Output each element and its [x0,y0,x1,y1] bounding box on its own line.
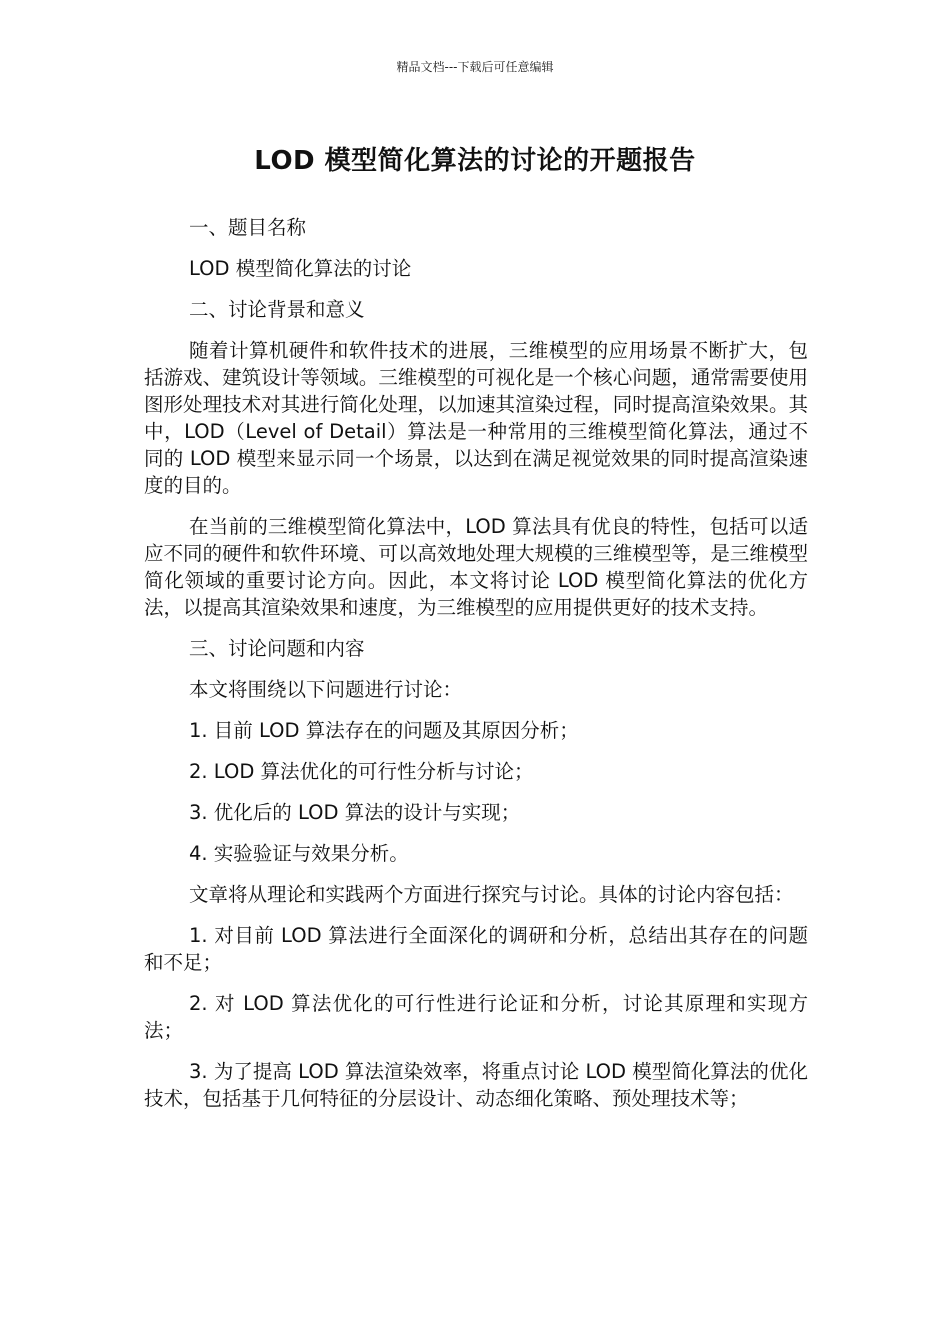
section-heading-topic: 一、题目名称 [189,216,307,239]
content-item: 2. 对 LOD 算法优化的可行性进行论证和分析，讨论其原理和实现方法； [144,992,808,1042]
background-paragraph-2: 在当前的三维模型简化算法中，LOD 算法具有优良的特性，包括可以适应不同的硬件和软件环境、可以高效地处理大规模的三维模型等，是三维模型简化领域的重要讨论方向。因此，本文将讨论 LOD 模型简化算法的优化方法，以提高其渲染效果和速度，为三维模型的应用提供更好的技术支持。 [144,515,808,619]
topic-name: LOD 模型简化算法的讨论 [189,257,412,280]
section-heading-questions: 三、讨论问题和内容 [189,637,365,660]
background-paragraph-1: 随着计算机硬件和软件技术的进展，三维模型的应用场景不断扩大，包括游戏、建筑设计等领域。三维模型的可视化是一个核心问题，通常需要使用图形处理技术对其进行简化处理，以加速其渲染过程，同时提高渲染效果。其中，LOD（Level of Detail）算法是一种常用的三维模型简化算法，通过不同的 LOD 模型来显示同一个场景，以达到在满足视觉效果的同时提高渲染速度的目的。 [144,339,808,497]
question-item: 3. 优化后的 LOD 算法的设计与实现； [189,801,521,824]
document-title: LOD 模型简化算法的讨论的开题报告 [254,146,696,176]
section-heading-background: 二、讨论背景和意义 [189,298,365,321]
question-item: 1. 目前 LOD 算法存在的问题及其原因分析； [189,719,579,742]
questions-intro: 本文将围绕以下问题进行讨论： [189,678,463,701]
question-item: 4. 实验验证与效果分析。 [189,842,409,865]
content-item: 3. 为了提高 LOD 算法渲染效率，将重点讨论 LOD 模型简化算法的优化技术，包括基于几何特征的分层设计、动态细化策略、预处理技术等； [144,1060,808,1110]
question-item: 2. LOD 算法优化的可行性分析与讨论； [189,760,534,783]
content-item: 1. 对目前 LOD 算法进行全面深化的调研和分析，总结出其存在的问题和不足； [144,924,808,974]
document-body [144,214,808,1126]
header-note: 精品文档---下载后可任意编辑 [396,60,554,74]
content-intro: 文章将从理论和实践两个方面进行探究与讨论。具体的讨论内容包括： [189,883,794,906]
